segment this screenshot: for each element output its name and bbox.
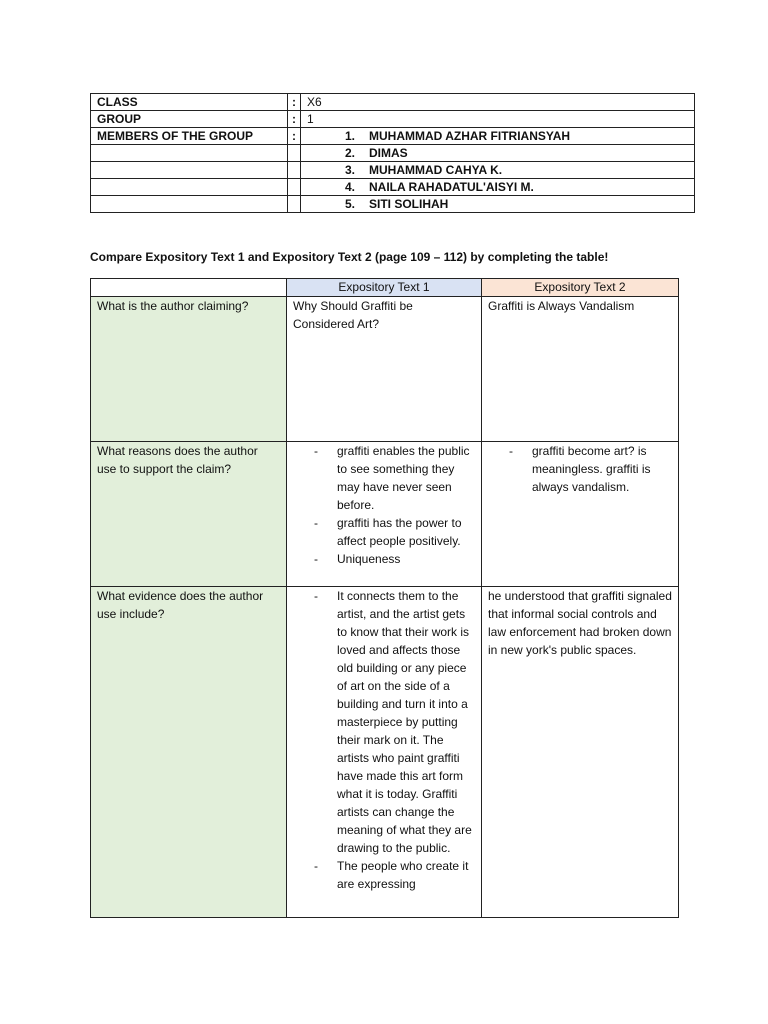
instruction-text: Compare Expository Text 1 and Expository Text 2 (page 109 – 112) by completing the table!	[90, 250, 609, 264]
members-row	[91, 179, 695, 196]
answer-text-1: Why Should Graffiti be Considered Art?	[287, 297, 482, 442]
colon: :	[288, 94, 301, 111]
member-name: MUHAMMAD CAHYA K.	[369, 163, 503, 177]
answer-text-2	[482, 442, 679, 587]
member-number: 4.	[344, 180, 355, 194]
header-text-1: Expository Text 1	[287, 279, 482, 297]
answer-text-2: Graffiti is Always Vandalism	[482, 297, 679, 442]
members-row	[91, 162, 695, 179]
member-item	[301, 179, 695, 196]
colon: :	[288, 111, 301, 128]
member-name: MUHAMMAD AZHAR FITRIANSYAH	[369, 129, 571, 143]
members-label: MEMBERS OF THE GROUP	[91, 128, 288, 145]
member-item	[301, 162, 695, 179]
group-label: GROUP	[91, 111, 288, 128]
class-value: X6	[301, 94, 695, 111]
row-reasons	[91, 442, 679, 587]
row-claim	[91, 297, 679, 442]
comparison-table	[90, 278, 679, 918]
header-row	[91, 279, 679, 297]
colon: :	[288, 128, 301, 145]
class-row	[91, 94, 695, 111]
member-number: 3.	[344, 163, 355, 177]
answer-text-1	[287, 442, 482, 587]
question-cell: What is the author claiming?	[91, 297, 287, 442]
evidence-list	[293, 587, 475, 893]
row-evidence	[91, 587, 679, 918]
answer-text-1	[287, 587, 482, 918]
member-number: 2.	[344, 146, 355, 160]
list-item: - The people who create it are expressing	[337, 857, 475, 893]
header-blank	[91, 279, 287, 297]
header-text-2: Expository Text 2	[482, 279, 679, 297]
class-label: CLASS	[91, 94, 288, 111]
member-item	[301, 128, 695, 145]
member-name: NAILA RAHADATUL'AISYI M.	[369, 180, 534, 194]
group-value: 1	[301, 111, 695, 128]
members-row	[91, 128, 695, 145]
member-number: 1.	[344, 129, 355, 143]
question-cell: What reasons does the author use to support the claim?	[91, 442, 287, 587]
reasons-list	[488, 442, 672, 496]
list-item: - Uniqueness	[337, 550, 475, 568]
reasons-list	[293, 442, 475, 568]
member-number: 5.	[344, 197, 355, 211]
group-info-table	[90, 93, 695, 213]
list-item: - graffiti has the power to affect people positively.	[337, 514, 475, 550]
members-row	[91, 145, 695, 162]
answer-text-2: he understood that graffiti signaled that informal social controls and law enforcement had broken down in new york's public spaces.	[482, 587, 679, 918]
member-name: SITI SOLIHAH	[369, 197, 449, 211]
list-item: - graffiti enables the public to see something they may have never seen before.	[337, 442, 475, 514]
member-name: DIMAS	[369, 146, 408, 160]
question-cell: What evidence does the author use include?	[91, 587, 287, 918]
group-row	[91, 111, 695, 128]
list-item: - graffiti become art? is meaningless. graffiti is always vandalism.	[532, 442, 672, 496]
member-item	[301, 145, 695, 162]
member-item	[301, 196, 695, 213]
list-item: - It connects them to the artist, and the artist gets to know that their work is loved and affects those old building or any piece of art on the side of a building and turn it into a masterpiece by putting their mark on it. The artists who paint graffiti have made this art form what it is today. Graffiti artists can change the meaning of what they are drawing to the public.	[337, 587, 475, 857]
members-row	[91, 196, 695, 213]
